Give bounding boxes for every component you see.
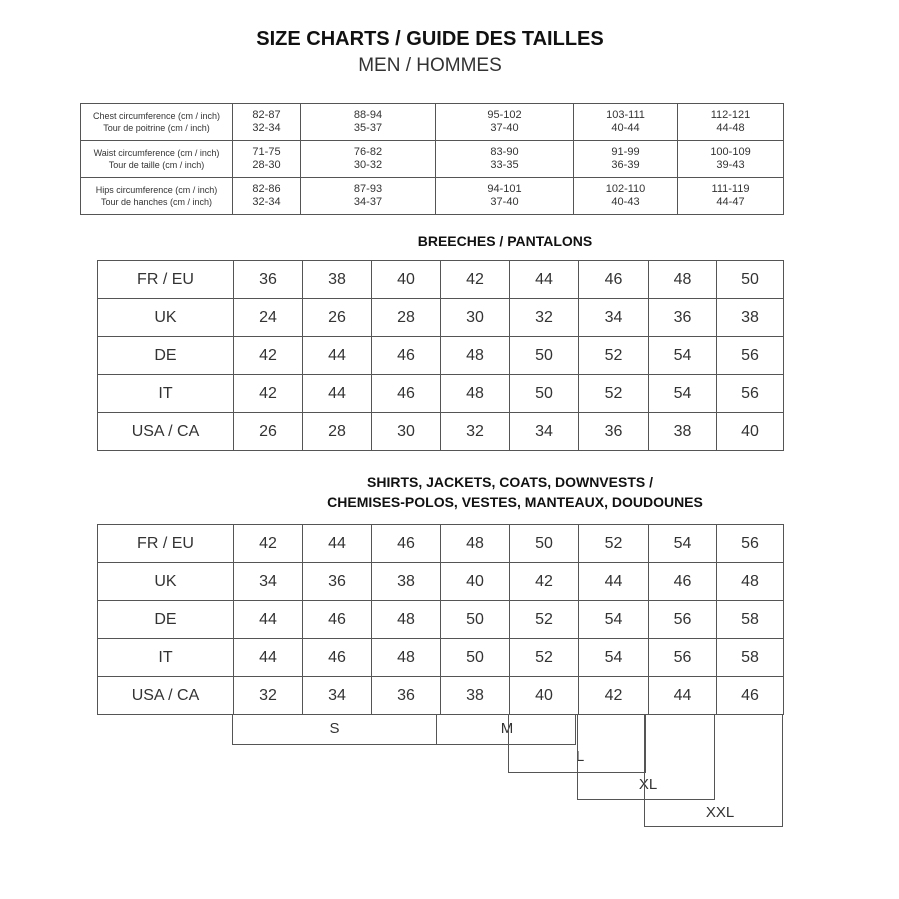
size-cell: 26 xyxy=(303,299,372,337)
size-cell: 38 xyxy=(303,261,372,299)
measurement-inch: 30-32 xyxy=(353,159,383,171)
size-cell: 40 xyxy=(717,413,784,451)
size-cell: 42 xyxy=(234,375,303,413)
size-row xyxy=(98,299,784,337)
size-cell: 34 xyxy=(303,677,372,715)
size-row xyxy=(98,639,784,677)
measurement-cm: 76-82 xyxy=(353,146,383,158)
measurement-label xyxy=(81,141,233,178)
measurement-inch: 35-37 xyxy=(353,122,383,134)
size-cell: 44 xyxy=(579,563,649,601)
country-label: DE xyxy=(98,337,234,375)
measurement-row xyxy=(81,104,784,141)
measurement-cell xyxy=(436,104,574,141)
measurement-inch: 44-47 xyxy=(716,196,745,208)
size-row xyxy=(98,337,784,375)
measurement-cell xyxy=(233,178,301,215)
size-cell: 40 xyxy=(372,261,441,299)
size-cell: 44 xyxy=(510,261,579,299)
size-cell: 50 xyxy=(510,375,579,413)
size-cell: 46 xyxy=(717,677,784,715)
measurement-inch: 32-34 xyxy=(252,196,281,208)
measurement-cm: 112-121 xyxy=(710,109,751,121)
measurement-cm: 94-101 xyxy=(487,183,522,195)
measurement-cell xyxy=(233,104,301,141)
measurement-inch: 39-43 xyxy=(716,159,745,171)
size-cell: 38 xyxy=(441,677,510,715)
measurement-inch: 33-35 xyxy=(490,159,519,171)
measurement-cell xyxy=(301,178,436,215)
size-cell: 46 xyxy=(372,375,441,413)
measurement-label-fr: Tour de poitrine (cm / inch) xyxy=(103,123,210,133)
size-cell: 46 xyxy=(372,525,441,563)
size-row xyxy=(98,261,784,299)
size-cell: 46 xyxy=(303,639,372,677)
measurement-cm: 103-111 xyxy=(606,109,645,121)
size-cell: 42 xyxy=(441,261,510,299)
size-cell: 38 xyxy=(372,563,441,601)
size-cell: 52 xyxy=(510,601,579,639)
measurement-inch: 40-44 xyxy=(611,122,640,134)
size-cell: 34 xyxy=(510,413,579,451)
size-cell: 44 xyxy=(234,601,303,639)
size-cell: 28 xyxy=(372,299,441,337)
size-cell: 52 xyxy=(579,525,649,563)
size-cell: 36 xyxy=(234,261,303,299)
measurement-inch: 44-48 xyxy=(716,122,745,134)
measurement-label-fr: Tour de hanches (cm / inch) xyxy=(100,197,213,207)
size-cell: 30 xyxy=(441,299,510,337)
size-cell: 44 xyxy=(303,525,372,563)
size-cell: 42 xyxy=(579,677,649,715)
size-cell: 34 xyxy=(234,563,303,601)
measurement-inch: 37-40 xyxy=(490,196,519,208)
measurement-cell xyxy=(678,141,784,178)
size-cell: 54 xyxy=(649,525,717,563)
size-cell: 54 xyxy=(649,375,717,413)
size-cell: 56 xyxy=(649,639,717,677)
measurement-row xyxy=(81,141,784,178)
measurement-cm: 111-119 xyxy=(711,183,750,195)
size-cell: 44 xyxy=(303,337,372,375)
size-cell: 46 xyxy=(579,261,649,299)
size-row xyxy=(98,525,784,563)
size-cell: 56 xyxy=(649,601,717,639)
size-label-xxl: XXL xyxy=(705,804,735,821)
size-cell: 46 xyxy=(303,601,372,639)
size-cell: 44 xyxy=(303,375,372,413)
size-row xyxy=(98,601,784,639)
size-cell: 42 xyxy=(510,563,579,601)
measurement-cell xyxy=(678,104,784,141)
size-cell: 32 xyxy=(441,413,510,451)
size-cell: 24 xyxy=(234,299,303,337)
size-cell: 50 xyxy=(510,337,579,375)
size-cell: 50 xyxy=(441,639,510,677)
size-cell: 48 xyxy=(372,601,441,639)
size-cell: 48 xyxy=(441,525,510,563)
measurement-inch: 37-40 xyxy=(490,122,519,134)
measurement-inch: 36-39 xyxy=(611,159,640,171)
size-cell: 52 xyxy=(510,639,579,677)
measurement-cm: 83-90 xyxy=(490,146,519,158)
size-cell: 36 xyxy=(303,563,372,601)
size-cell: 58 xyxy=(717,639,784,677)
size-cell: 32 xyxy=(234,677,303,715)
measurement-inch: 40-43 xyxy=(611,196,640,208)
size-row xyxy=(98,563,784,601)
measurement-cm: 71-75 xyxy=(252,146,281,158)
measurement-cm: 100-109 xyxy=(710,146,751,158)
size-cell: 42 xyxy=(234,525,303,563)
size-cell: 54 xyxy=(579,601,649,639)
size-cell: 40 xyxy=(510,677,579,715)
size-row xyxy=(98,375,784,413)
size-cell: 48 xyxy=(649,261,717,299)
size-label-m: M xyxy=(500,720,514,737)
measurement-cell xyxy=(233,141,301,178)
size-cell: 44 xyxy=(234,639,303,677)
size-label-xl: XL xyxy=(638,776,658,793)
measurements-table xyxy=(80,103,784,215)
size-cell: 28 xyxy=(303,413,372,451)
size-cell: 26 xyxy=(234,413,303,451)
size-cell: 50 xyxy=(441,601,510,639)
size-cell: 50 xyxy=(717,261,784,299)
measurement-cm: 82-86 xyxy=(252,183,281,195)
measurement-cell xyxy=(301,141,436,178)
breeches-table xyxy=(97,260,784,451)
measurement-row xyxy=(81,178,784,215)
size-cell: 46 xyxy=(372,337,441,375)
measurement-cell xyxy=(678,178,784,215)
size-row xyxy=(98,677,784,715)
size-cell: 54 xyxy=(649,337,717,375)
size-cell: 52 xyxy=(579,337,649,375)
measurement-label-en: Waist circumference (cm / inch) xyxy=(93,148,220,158)
size-cell: 34 xyxy=(579,299,649,337)
breeches-heading: BREECHES / PANTALONS xyxy=(417,233,593,249)
measurement-cm: 87-93 xyxy=(353,183,383,195)
size-cell: 38 xyxy=(649,413,717,451)
measurement-cell xyxy=(574,141,678,178)
country-label: USA / CA xyxy=(98,413,234,451)
size-cell: 54 xyxy=(579,639,649,677)
measurement-cm: 91-99 xyxy=(611,146,640,158)
measurement-cm: 82-87 xyxy=(252,109,281,121)
size-cell: 40 xyxy=(441,563,510,601)
size-row xyxy=(98,413,784,451)
measurement-cm: 88-94 xyxy=(353,109,383,121)
size-cell: 36 xyxy=(372,677,441,715)
size-cell: 46 xyxy=(649,563,717,601)
country-label: FR / EU xyxy=(98,525,234,563)
measurement-label xyxy=(81,178,233,215)
size-cell: 36 xyxy=(579,413,649,451)
size-cell: 42 xyxy=(234,337,303,375)
country-label: IT xyxy=(98,639,234,677)
shirts-heading-line1: SHIRTS, JACKETS, COATS, DOWNVESTS / xyxy=(367,474,653,490)
size-cell: 50 xyxy=(510,525,579,563)
size-label-l: L xyxy=(575,748,585,765)
size-cell: 56 xyxy=(717,337,784,375)
measurement-cell xyxy=(574,178,678,215)
size-cell: 44 xyxy=(649,677,717,715)
size-label-s: S xyxy=(329,720,340,737)
size-cell: 56 xyxy=(717,525,784,563)
page-subtitle: MEN / HOMMES xyxy=(358,55,502,76)
measurement-label-en: Chest circumference (cm / inch) xyxy=(92,111,221,121)
size-cell: 58 xyxy=(717,601,784,639)
measurement-cm: 95-102 xyxy=(487,109,522,121)
size-cell: 32 xyxy=(510,299,579,337)
size-cell: 36 xyxy=(649,299,717,337)
measurement-cell xyxy=(436,141,574,178)
measurement-cell xyxy=(574,104,678,141)
measurement-label-en: Hips circumference (cm / inch) xyxy=(95,185,218,195)
size-cell: 30 xyxy=(372,413,441,451)
measurement-label xyxy=(81,104,233,141)
size-cell: 48 xyxy=(441,375,510,413)
shirts-table xyxy=(97,524,784,715)
shirts-heading-line2: CHEMISES-POLOS, VESTES, MANTEAUX, DOUDOUNES xyxy=(327,494,703,510)
size-cell: 48 xyxy=(441,337,510,375)
measurement-inch: 34-37 xyxy=(353,196,383,208)
measurement-cell xyxy=(301,104,436,141)
measurement-cell xyxy=(436,178,574,215)
country-label: DE xyxy=(98,601,234,639)
country-label: USA / CA xyxy=(98,677,234,715)
measurement-cm: 102-110 xyxy=(605,183,646,195)
size-cell: 48 xyxy=(717,563,784,601)
measurement-label-fr: Tour de taille (cm / inch) xyxy=(108,160,205,170)
size-cell: 38 xyxy=(717,299,784,337)
size-cell: 52 xyxy=(579,375,649,413)
page-title: SIZE CHARTS / GUIDE DES TAILLES xyxy=(256,28,604,50)
size-cell: 48 xyxy=(372,639,441,677)
country-label: UK xyxy=(98,563,234,601)
country-label: FR / EU xyxy=(98,261,234,299)
size-cell: 56 xyxy=(717,375,784,413)
country-label: IT xyxy=(98,375,234,413)
measurement-inch: 28-30 xyxy=(252,159,281,171)
country-label: UK xyxy=(98,299,234,337)
measurement-inch: 32-34 xyxy=(252,122,281,134)
